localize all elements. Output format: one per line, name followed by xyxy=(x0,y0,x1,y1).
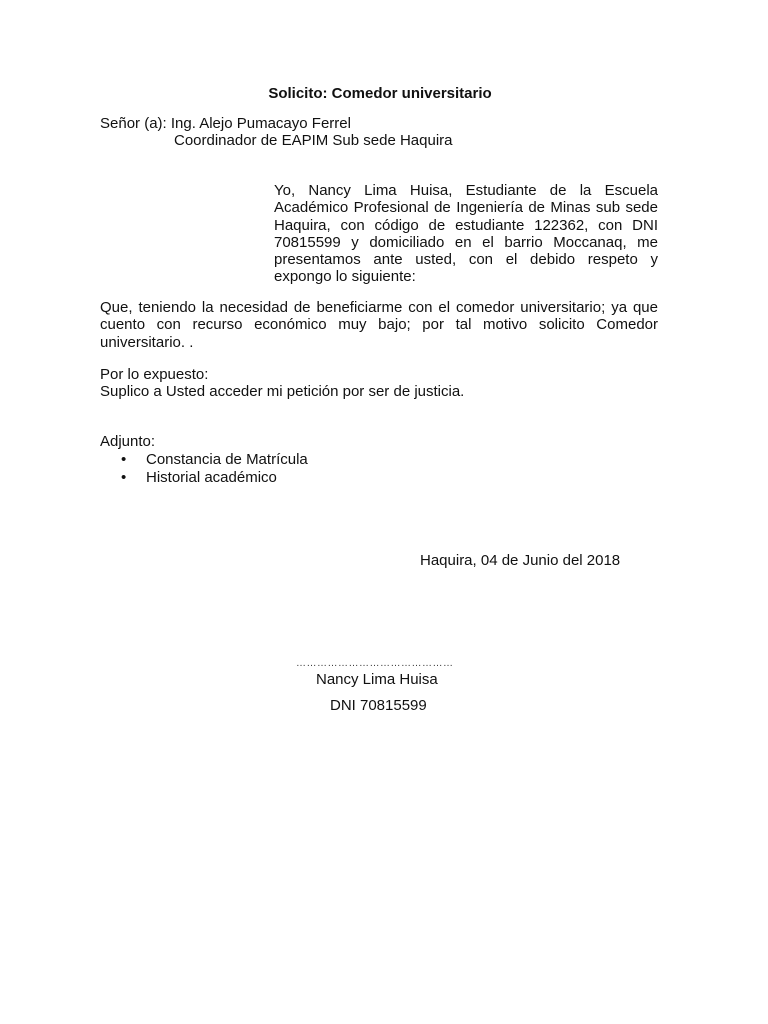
addressee-line-1: Señor (a): Ing. Alejo Pumacayo Ferrel xyxy=(100,115,351,132)
attachments-title: Adjunto: xyxy=(100,433,156,450)
intro-line: expongo lo siguiente: xyxy=(274,268,416,286)
request-line: Que, teniendo la necesidad de beneficiarme con el comedor universitario; ya que xyxy=(100,299,658,316)
place-date: Haquira, 04 de Junio del 2018 xyxy=(420,552,621,569)
request-line: cuento con recurso económico muy bajo; por tal motivo solicito Comedor xyxy=(100,316,658,334)
attachment-item xyxy=(118,451,308,469)
attachment-label: Constancia de Matrícula xyxy=(146,451,308,468)
addressee-line-2: Coordinador de EAPIM Sub sede Haquira xyxy=(174,132,453,149)
intro-line: Haquira, con código de estudiante 122362, con DNI xyxy=(274,216,658,234)
signatory-name: Nancy Lima Huisa xyxy=(316,671,438,688)
attachment-label: Historial académico xyxy=(146,469,277,486)
bullet-icon: • xyxy=(121,469,127,486)
intro-line: Académico Profesional de Ingeniería de Minas sub sede xyxy=(274,199,658,217)
letter-title: Solicito: Comedor universitario xyxy=(268,85,492,102)
request-line: universitario. . xyxy=(100,333,194,351)
signature-line: ……………………………………… xyxy=(296,658,454,669)
intro-line: 70815599 y domiciliado en el barrio Moccanaq, me xyxy=(274,233,658,251)
intro-line: Yo, Nancy Lima Huisa, Estudiante de la Escuela xyxy=(274,182,658,199)
request-paragraph xyxy=(100,299,658,351)
closing-line-1: Por lo expuesto: xyxy=(100,366,209,383)
attachment-item xyxy=(118,469,308,487)
intro-line: presentamos ante usted, con el debido respeto y xyxy=(274,251,658,269)
closing-line-2: Suplico a Usted acceder mi petición por ser de justicia. xyxy=(100,383,465,400)
attachments-list xyxy=(118,451,308,487)
bullet-icon: • xyxy=(121,451,127,468)
intro-paragraph xyxy=(274,182,658,286)
signatory-dni: DNI 70815599 xyxy=(330,697,427,714)
